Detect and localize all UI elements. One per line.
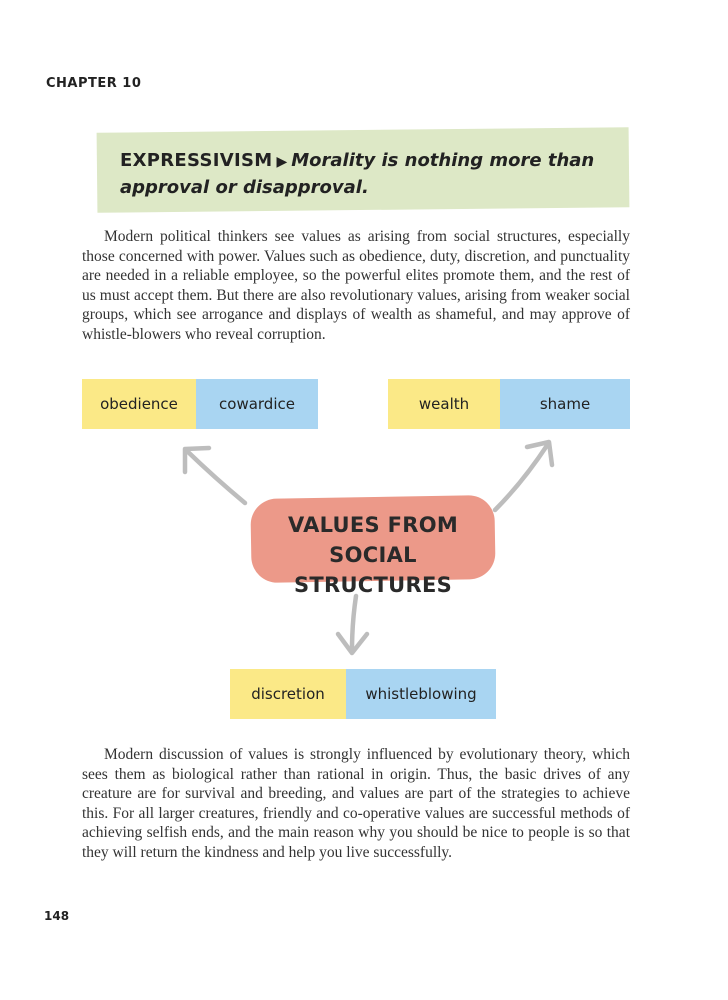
arrow-to-bottom-pair: [352, 596, 356, 650]
arrow-to-right-pair: [495, 444, 548, 510]
value-tag-discretion: discretion: [230, 669, 346, 719]
definition-arrow-icon: ▶: [276, 154, 288, 170]
central-topic-text: [251, 510, 495, 600]
chapter-heading: CHAPTER 10: [46, 76, 142, 91]
value-pair-discretion-whistleblowing: [230, 669, 496, 719]
value-tag-shame: shame: [500, 379, 630, 429]
definition-body: Morality is nothing more than approval or disapproval.: [120, 150, 595, 198]
body-paragraph-2: Modern discussion of values is strongly influenced by evolutionary theory, which sees them as biological rather than rational in origin. Thus, the basic drives of any creature are for survival and breeding, and values are part of the strategies to achieve this. For all larger creatures, friendly and co-operative values are successful methods of achieving selfish ends, and the main reason why you should be nice to people is so that they will return the kindness and help you live successfully.: [82, 746, 630, 861]
value-tag-cowardice: cowardice: [196, 379, 318, 429]
value-tag-whistleblowing: whistleblowing: [346, 669, 496, 719]
page-number: 148: [44, 909, 70, 923]
central-topic-line-1: VALUES FROM SOCIAL: [287, 513, 459, 567]
body-paragraph-1: Modern political thinkers see values as arising from social structures, especially those concerned with power. Values such as obedience, duty, discretion, and punctuality are needed in a reliable employee, so the powerful elites promote them, and the rest of us must accept them. But there are also revolutionary values, arising from weaker social groups, which see arrogance and displays of wealth as shameful, and may approve of whistle-blowers who reveal corruption.: [82, 228, 630, 343]
value-tag-wealth: wealth: [388, 379, 500, 429]
central-topic-line-2: STRUCTURES: [293, 573, 453, 597]
arrow-to-left-pair: [187, 451, 245, 503]
value-tag-obedience: obedience: [82, 379, 196, 429]
definition-term: EXPRESSIVISM: [120, 150, 273, 171]
